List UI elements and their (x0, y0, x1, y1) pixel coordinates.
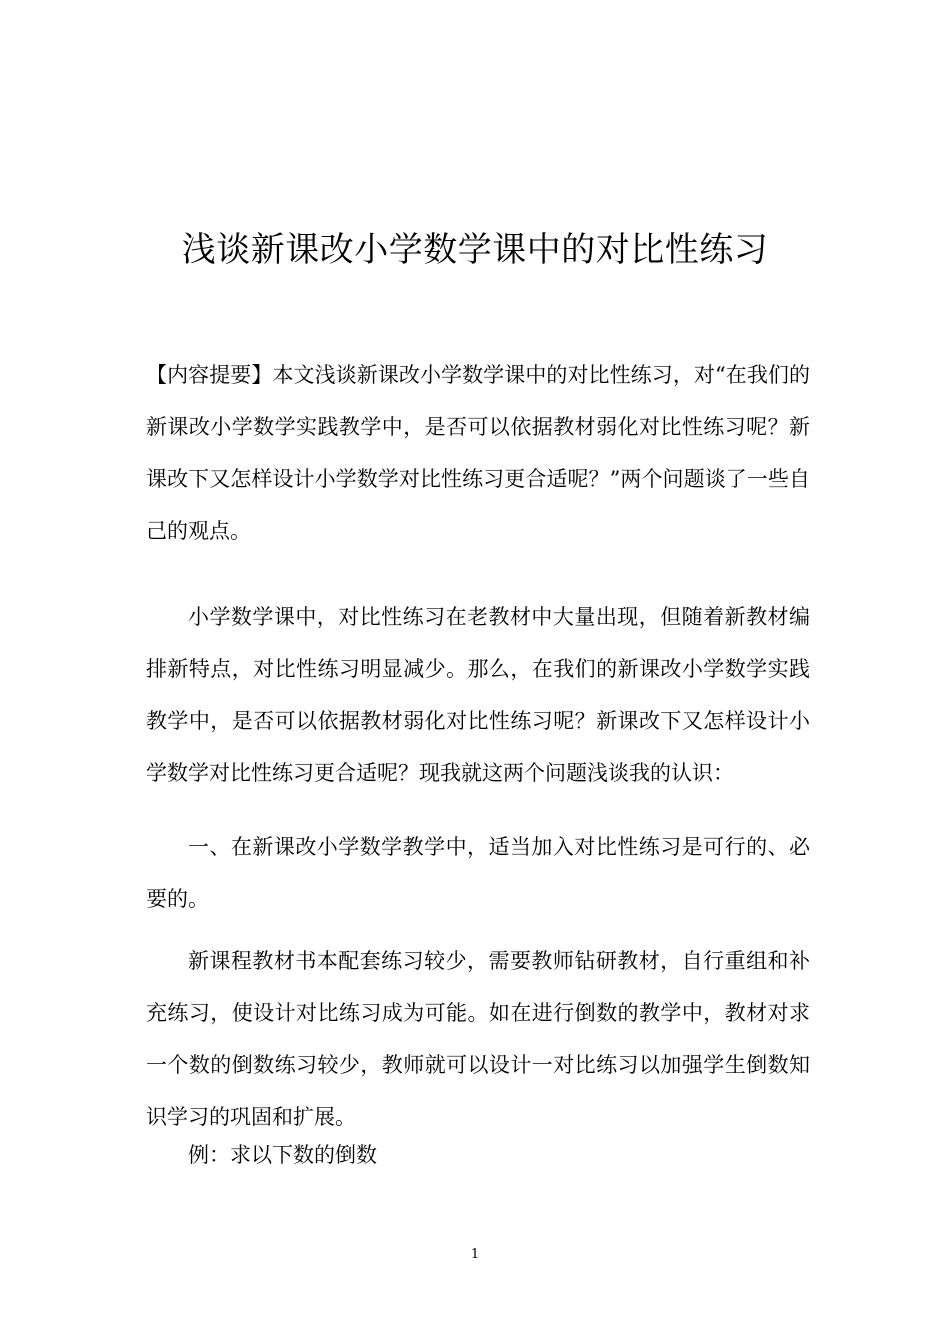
section-heading-1: 一、在新课改小学数学教学中，适当加入对比性练习是可行的、必要的。 (146, 835, 810, 911)
page-number: 1 (470, 1247, 480, 1262)
abstract-paragraph: 【内容提要】本文浅谈新课改小学数学课中的对比性练习，对“在我们的新课改小学数学实践教学中，是否可以依据教材弱化对比性练习呢？新课改下又怎样设计小学数学对比性练习更合适呢？”两个问题谈了一些自己的观点。 (146, 363, 810, 543)
body-paragraph-2: 新课程教材书本配套练习较少，需要教师钻研教材，自行重组和补充练习，使设计对比练习成为可能。如在进行倒数的教学中，教材对求一个数的倒数练习较少，教师就可以设计一对比练习以加强学生倒数知识学习的巩固和扩展。 (146, 949, 810, 1129)
example-line: 例：求以下数的倒数 (188, 1143, 377, 1167)
body-paragraph-1: 小学数学课中，对比性练习在老教材中大量出现，但随着新教材编排新特点，对比性练习明显减少。那么，在我们的新课改小学数学实践教学中，是否可以依据教材弱化对比性练习呢？新课改下又怎样设计小学数学对比性练习更合适呢？现我就这两个问题浅谈我的认识： (146, 605, 810, 785)
document-title: 浅谈新课改小学数学课中的对比性练习 (181, 230, 769, 270)
